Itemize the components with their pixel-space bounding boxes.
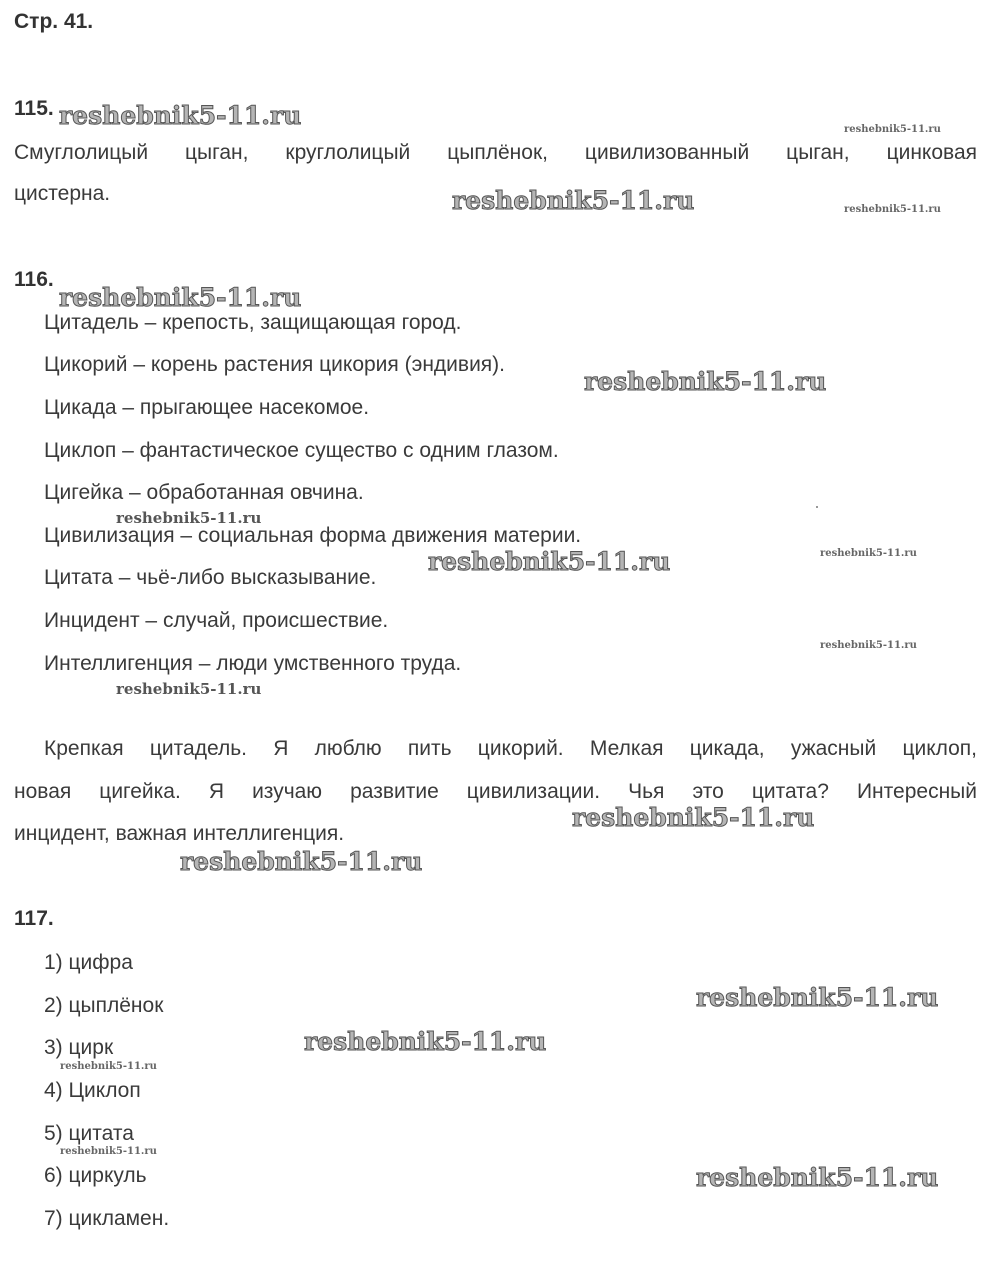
watermark: reshebnik5-11.ru [452,186,695,215]
exercise-116-text-line-2: новая цигейка. Я изучаю развитие цивилизации. Чья это цитата? Интересный [14,780,977,803]
watermark: reshebnik5-11.ru [180,847,423,876]
exercise-116-text-line-1: Крепкая цитадель. Я люблю пить цикорий. Мелкая цикада, ужасный циклоп, [44,737,977,760]
watermark: reshebnik5-11.ru [572,803,815,832]
definition-item: Цикорий – корень растения цикория (эндивия). [44,353,505,376]
watermark: reshebnik5-11.ru [844,204,941,215]
exercise-115-number: 115. [14,97,54,120]
list-item: 6) циркуль [44,1164,147,1187]
list-item: 5) цитата [44,1122,134,1145]
definition-item: Интеллигенция – люди умственного труда. [44,652,462,675]
exercise-116-text-line-3: инцидент, важная интеллигенция. [14,822,345,845]
list-item: 3) цирк [44,1036,114,1059]
definition-item: Циклоп – фантастическое существо с одним глазом. [44,439,559,462]
exercise-115-line-1: Смуглолицый цыган, круглолицый цыплёнок, цивилизованный цыган, цинковая [14,141,977,164]
definition-item: Цивилизация – социальная форма движения материи. [44,524,582,547]
definition-item: Цигейка – обработанная овчина. [44,481,364,504]
watermark: reshebnik5-11.ru [844,124,941,135]
exercise-117-number: 117. [14,907,54,930]
watermark: reshebnik5-11.ru [116,680,262,698]
watermark: reshebnik5-11.ru [116,509,262,527]
watermark: reshebnik5-11.ru [304,1027,547,1056]
watermark: reshebnik5-11.ru [696,983,939,1012]
watermark: reshebnik5-11.ru [820,640,917,651]
watermark: reshebnik5-11.ru [584,367,827,396]
page-title: Стр. 41. [14,10,94,33]
watermark: reshebnik5-11.ru [696,1163,939,1192]
list-item: 2) цыплёнок [44,994,164,1017]
definition-item: Инцидент – случай, происшествие. [44,609,389,632]
definition-item: Цитата – чьё-либо высказывание. [44,566,377,589]
list-item: 4) Циклоп [44,1079,141,1102]
list-item: 1) цифра [44,951,133,974]
watermark: reshebnik5-11.ru [59,101,302,130]
watermark: reshebnik5-11.ru [428,547,671,576]
list-item: 7) цикламен. [44,1207,170,1230]
exercise-115-line-2: цистерна. [14,182,111,205]
watermark: reshebnik5-11.ru [59,283,302,312]
stray-dot [816,506,818,508]
watermark: reshebnik5-11.ru [820,548,917,559]
watermark: reshebnik5-11.ru [60,1061,157,1072]
definition-item: Цикада – прыгающее насекомое. [44,396,370,419]
watermark: reshebnik5-11.ru [60,1146,157,1157]
definition-item: Цитадель – крепость, защищающая город. [44,311,462,334]
exercise-116-number: 116. [14,268,54,291]
